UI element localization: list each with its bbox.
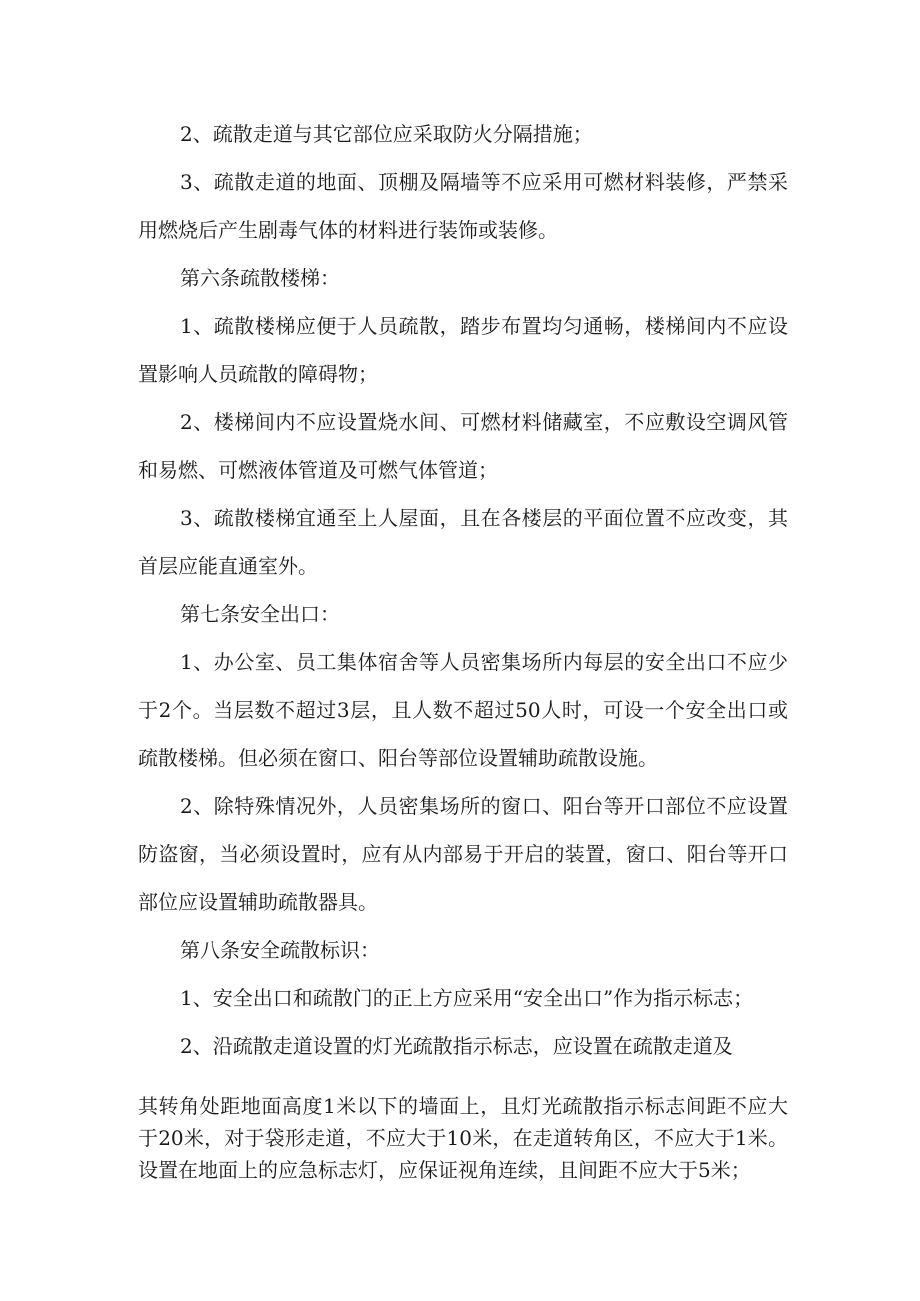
paragraph-stairs-to-roof: 3、疏散楼梯宜通至上人屋面，且在各楼层的平面位置不应改变，其首层应能直通室外。	[138, 506, 788, 578]
paragraph-sign-spacing: 其转角处距地面高度1米以下的墙面上，且灯光疏散指示标志间距不应大于20米，对于袋形走道，不应大于10米，在走道转角区，不应大于1米。设置在地面上的应急标志灯，应保证视角连续，且间距不应大于5米；	[138, 1094, 788, 1182]
paragraph-corridor-materials: 3、疏散走道的地面、顶棚及隔墙等不应采用可燃材料装修，严禁采用燃烧后产生剧毒气体的材料进行装饰或装修。	[138, 170, 788, 242]
paragraph-evacuation-corridor-separation: 2、疏散走道与其它部位应采取防火分隔措施；	[180, 122, 593, 146]
paragraph-exit-count: 1、办公室、员工集体宿舍等人员密集场所内每层的安全出口不应少于2个。当层数不超过3层，且人数不超过50人时，可设一个安全出口或疏散楼梯。但必须在窗口、阳台等部位设置辅助疏散设施。	[138, 650, 788, 770]
paragraph-evacuation-light-signs: 2、沿疏散走道设置的灯光疏散指示标志，应设置在疏散走道及	[180, 1034, 733, 1058]
paragraph-exit-sign: 1、安全出口和疏散门的正上方应采用“安全出口”作为指示标志；	[180, 986, 754, 1010]
section-heading-article-6: 第六条疏散楼梯：	[180, 266, 340, 290]
paragraph-anti-theft-windows: 2、除特殊情况外，人员密集场所的窗口、阳台等开口部位不应设置防盗窗，当必须设置时，应有从内部易于开启的装置，窗口、阳台等开口部位应设置辅助疏散器具。	[138, 794, 788, 914]
paragraph-stairs-obstacles: 1、疏散楼梯应便于人员疏散，踏步布置均匀通畅，楼梯间内不应设置影响人员疏散的障碍物；	[138, 314, 788, 386]
section-heading-article-7: 第七条安全出口：	[180, 602, 340, 626]
section-heading-article-8: 第八条安全疏散标识：	[180, 938, 380, 962]
paragraph-stairwell-restrictions: 2、楼梯间内不应设置烧水间、可燃材料储藏室，不应敷设空调风管和易燃、可燃液体管道及可燃气体管道；	[138, 410, 788, 482]
